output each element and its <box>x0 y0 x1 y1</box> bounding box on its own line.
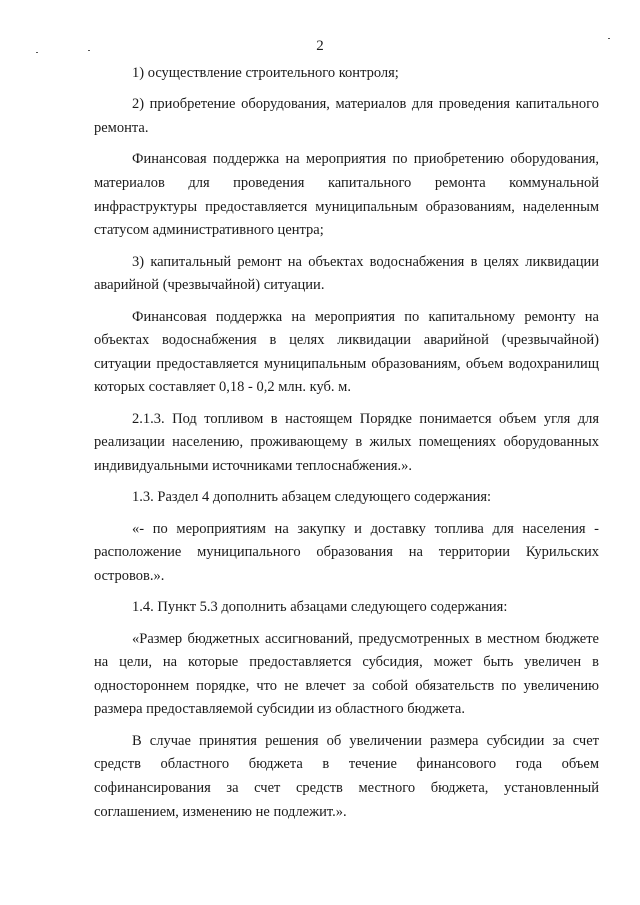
document-body <box>94 62 599 832</box>
scan-artifact <box>88 50 90 51</box>
list-item-water-supply-repair: 3) капитальный ремонт на объектах водоснабжения в целях ликвидации аварийной (чрезвычайной) ситуации. <box>94 253 599 294</box>
paragraph-fuel-delivery: «- по мероприятиям на закупку и доставку топлива для населения - расположение муниципального образования на территории Курильских островов.». <box>94 520 599 584</box>
paragraph-financial-support-equipment: Финансовая поддержка на мероприятия по приобретению оборудования, материалов для проведения капитального ремонта коммунальной инфраструктуры предоставляется муниципальным образованиям, наделенным статусом административного центра; <box>94 151 599 239</box>
page-number: 2 <box>316 38 324 54</box>
paragraph-budget-allocation: «Размер бюджетных ассигнований, предусмотренных в местном бюджете на цели, на которые предоставляется субсидия, может быть увеличен в одностороннем порядке, что не влечет за собой обязательств по увеличению размера предоставляемой субсидии из областного бюджета. <box>94 630 599 718</box>
list-item-construction-control: 1) осуществление строительного контроля; <box>132 65 399 81</box>
scan-artifact <box>608 38 610 39</box>
paragraph-subsidy-increase: В случае принятия решения об увеличении размера субсидии за счет средств областного бюджета в течение финансового года объем софинансирования за счет средств местного бюджета, установленный соглашением, изменению не подлежит.». <box>94 732 599 820</box>
paragraph-clause-1-4: 1.4. Пункт 5.3 дополнить абзацами следующего содержания: <box>132 599 508 616</box>
paragraph-clause-1-3: 1.3. Раздел 4 дополнить абзацем следующего содержания: <box>132 489 492 506</box>
list-item-equipment-purchase: 2) приобретение оборудования, материалов для проведения капитального ремонта. <box>94 96 599 136</box>
paragraph-clause-2-1-3: 2.1.3. Под топливом в настоящем Порядке понимается объем угля для реализации населению, проживающему в жилых помещениях оборудованных индивидуальными источниками теплоснабжения.». <box>94 410 599 474</box>
scan-artifact <box>36 52 38 53</box>
paragraph-financial-support-water: Финансовая поддержка на мероприятия по капитальному ремонту на объектах водоснабжения в целях ликвидации аварийной (чрезвычайной) ситуации предоставляется муниципальным образованиям, объем водохранилищ которых составляет 0,18 - 0,2 млн. куб. м. <box>94 308 599 396</box>
